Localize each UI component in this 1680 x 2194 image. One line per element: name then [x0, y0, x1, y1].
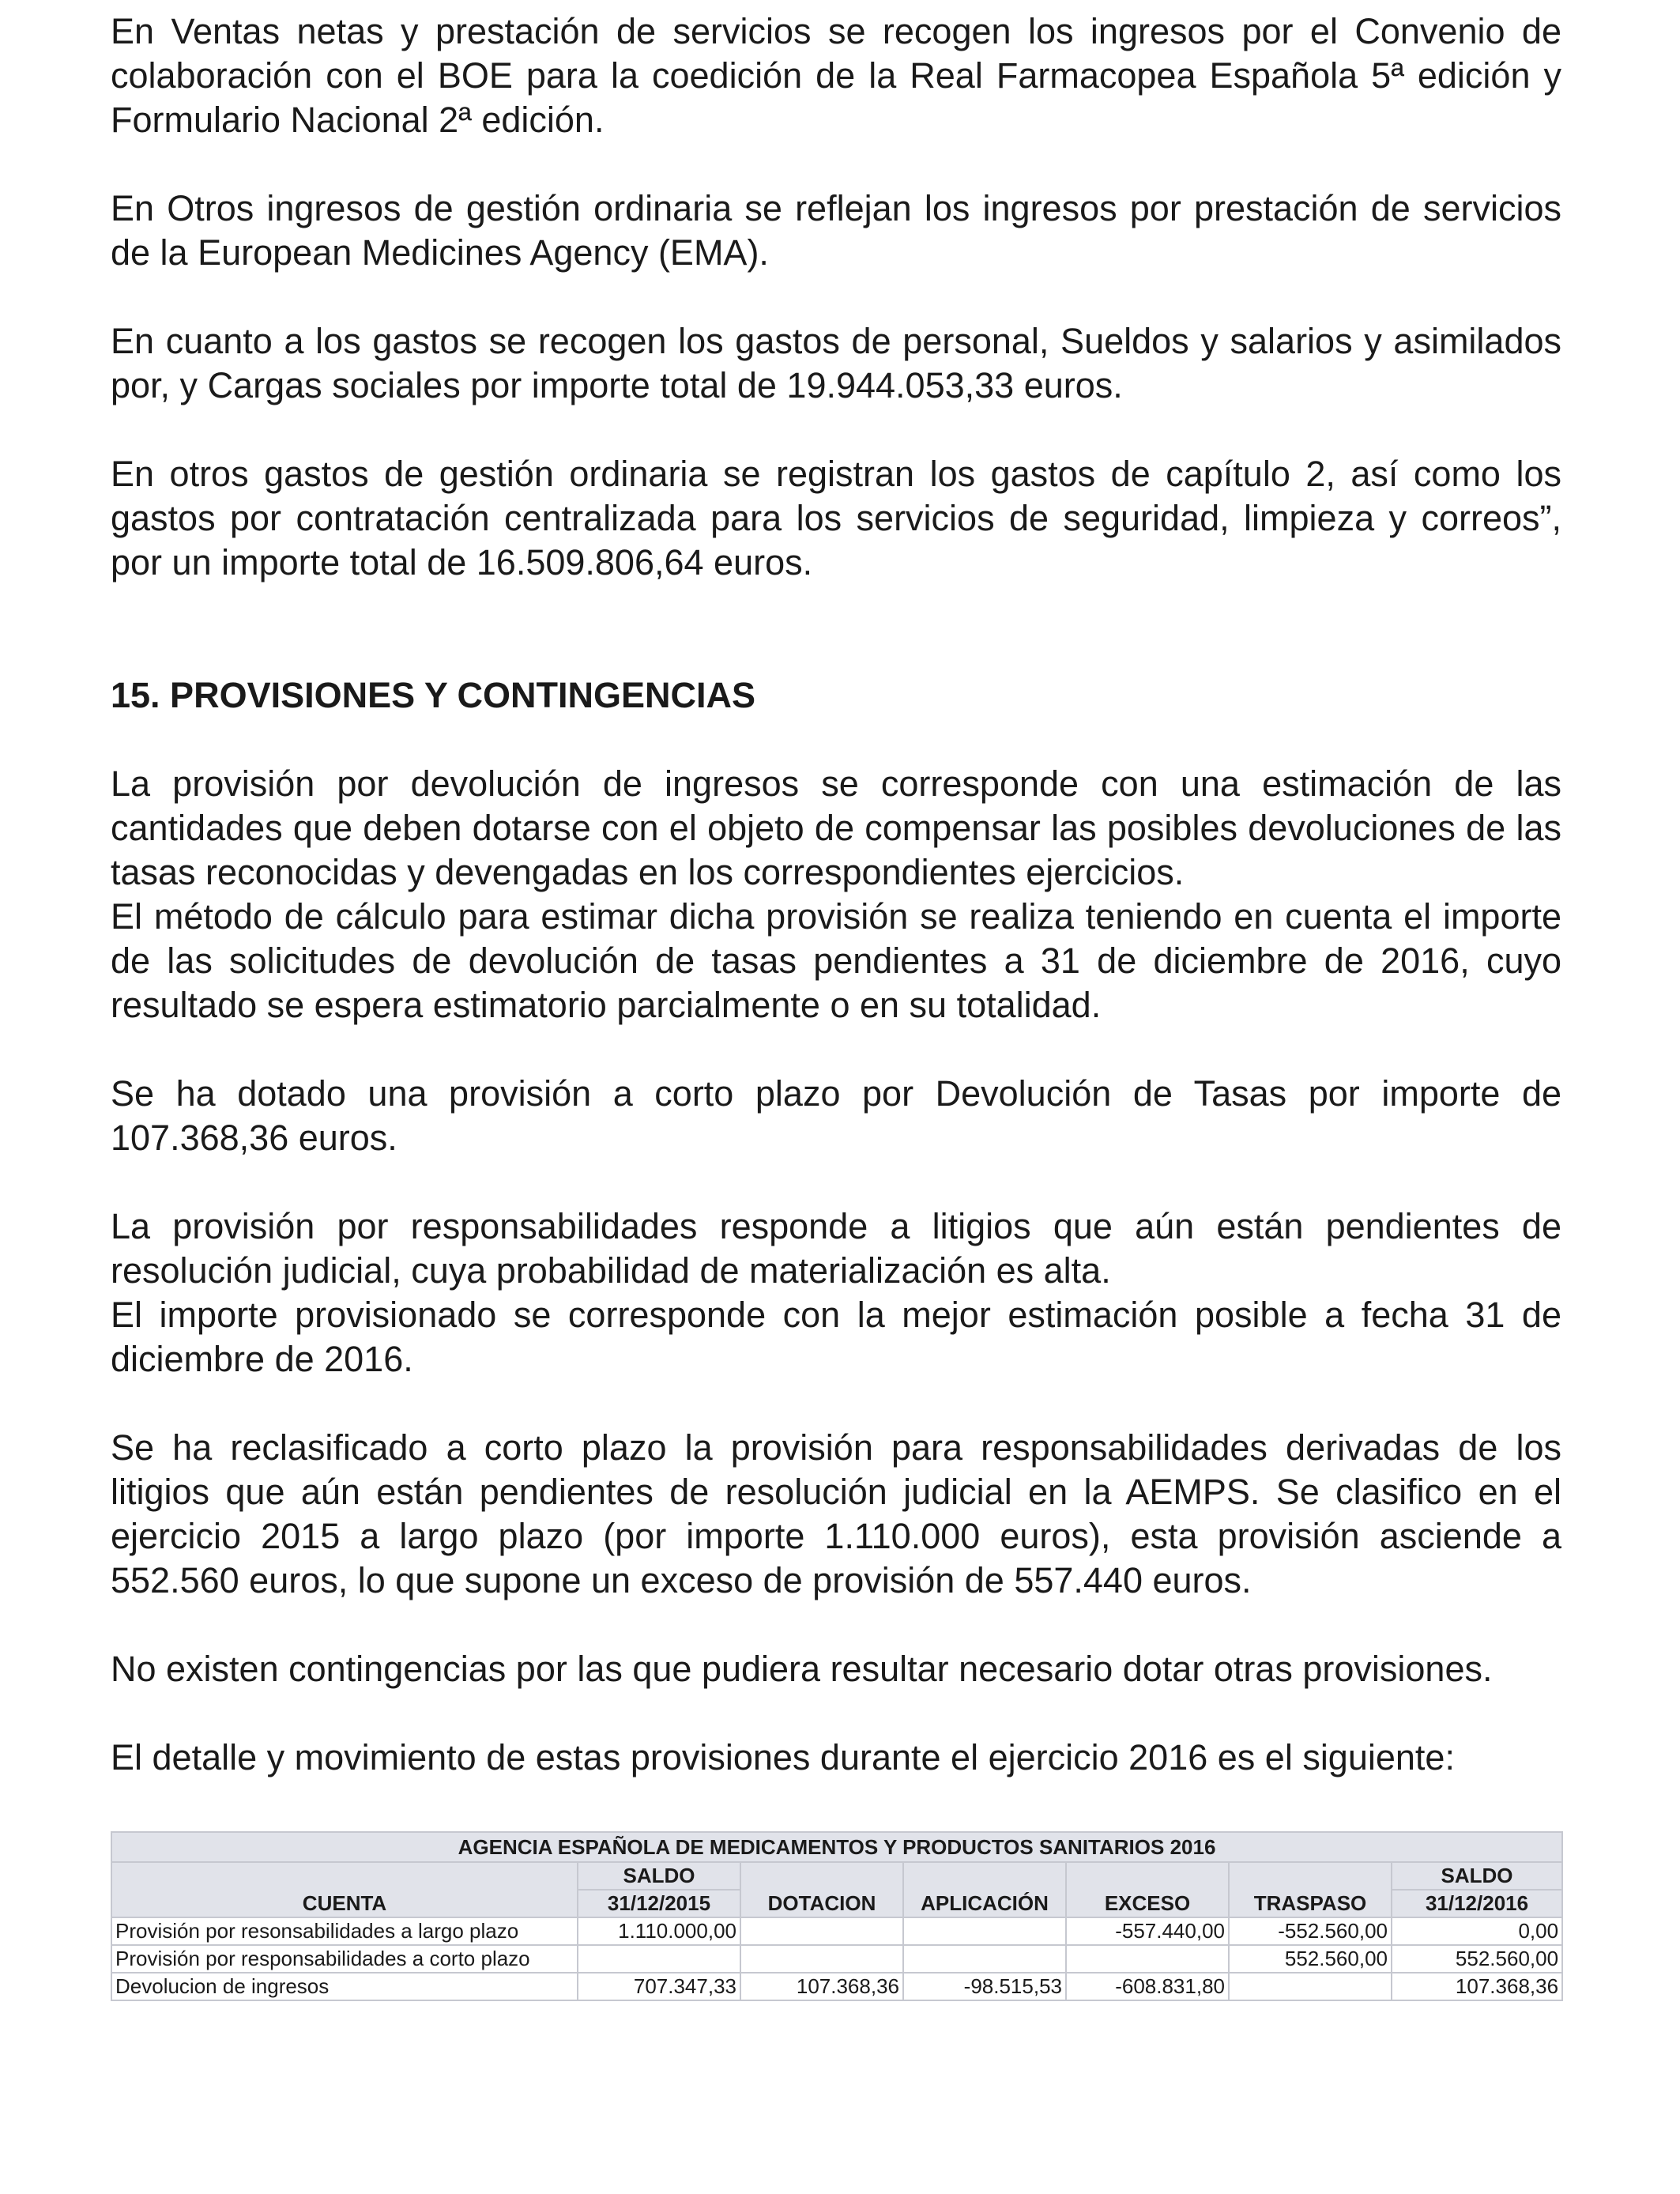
cell-traspaso: [1229, 1973, 1392, 2000]
paragraph-contingencias: No existen contingencias por las que pudiera resultar necesario dotar otras provisiones.: [111, 1649, 1493, 1689]
cell-exceso: -557.440,00: [1066, 1917, 1229, 1945]
row-label: Provisión por responsabilidades a corto plazo: [111, 1945, 578, 1973]
header-saldo-2016-date: 31/12/2016: [1392, 1890, 1562, 1917]
cell-saldo-2015: 707.347,33: [578, 1973, 740, 2000]
paragraph-detalle: El detalle y movimiento de estas provisiones durante el ejercicio 2016 es el siguiente:: [111, 1737, 1455, 1777]
table-title: AGENCIA ESPAÑOLA DE MEDICAMENTOS Y PRODUCTOS SANITARIOS 2016: [111, 1832, 1562, 1862]
header-saldo-2015-label: SALDO: [578, 1862, 740, 1890]
header-dotacion: DOTACION: [740, 1862, 903, 1917]
paragraph-importe-provisionado: El importe provisionado se corresponde con la mejor estimación posible a fecha 31 de diciembre de 2016.: [111, 1295, 1561, 1379]
cell-aplicacion: -98.515,53: [903, 1973, 1066, 2000]
cell-traspaso: 552.560,00: [1229, 1945, 1392, 1973]
cell-saldo-2016: 0,00: [1392, 1917, 1562, 1945]
cell-saldo-2015: 1.110.000,00: [578, 1917, 740, 1945]
paragraph-provision-corto-plazo: Se ha dotado una provisión a corto plazo por Devolución de Tasas por importe de 107.368,36 euros.: [111, 1073, 1561, 1158]
cell-saldo-2016: 552.560,00: [1392, 1945, 1562, 1973]
table-row: [111, 1917, 1562, 1945]
paragraph-provision-devolucion: La provisión por devolución de ingresos se corresponde con una estimación de las cantidades que deben dotarse con el objeto de compensar las posibles devoluciones de las tasas reconocidas y devengadas en los correspondientes ejercicios.: [111, 763, 1561, 892]
header-saldo-2016-label: SALDO: [1392, 1862, 1562, 1890]
paragraph-gastos-personal: En cuanto a los gastos se recogen los gastos de personal, Sueldos y salarios y asimilados por, y Cargas sociales por importe total de 19.944.053,33 euros.: [111, 321, 1561, 405]
header-traspaso: TRASPASO: [1229, 1862, 1392, 1917]
paragraph-otros-ingresos: En Otros ingresos de gestión ordinaria se reflejan los ingresos por prestación de servicios de la European Medicines Agency (EMA).: [111, 188, 1561, 273]
cell-traspaso: -552.560,00: [1229, 1917, 1392, 1945]
table-row: [111, 1973, 1562, 2000]
row-label: Provisión por resonsabilidades a largo plazo: [111, 1917, 578, 1945]
document-page: [111, 9, 1561, 2001]
cell-saldo-2015: [578, 1945, 740, 1973]
provisions-table: [111, 1831, 1563, 2001]
cell-dotacion: [740, 1917, 903, 1945]
cell-dotacion: 107.368,36: [740, 1973, 903, 2000]
paragraph-reclasificacion: Se ha reclasificado a corto plazo la provisión para responsabilidades derivadas de los litigios que aún están pendientes de resolución judicial en la AEMPS. Se clasifico en el ejercicio 2015 a largo plazo (por importe 1.110.000 euros), esta provisión asciende a 552.560 euros, lo que supone un exceso de provisión de 557.440 euros.: [111, 1427, 1561, 1600]
header-exceso: EXCESO: [1066, 1862, 1229, 1917]
row-label: Devolucion de ingresos: [111, 1973, 578, 2000]
header-aplicacion: APLICACIÓN: [903, 1862, 1066, 1917]
paragraph-responsabilidades: La provisión por responsabilidades responde a litigios que aún están pendientes de resolución judicial, cuya probabilidad de materialización es alta.: [111, 1206, 1561, 1291]
cell-aplicacion: [903, 1945, 1066, 1973]
cell-dotacion: [740, 1945, 903, 1973]
table-row: [111, 1945, 1562, 1973]
paragraph-metodo-calculo: El método de cálculo para estimar dicha provisión se realiza teniendo en cuenta el importe de las solicitudes de devolución de tasas pendientes a 31 de diciembre de 2016, cuyo resultado se espera estimatorio parcialmente o en su totalidad.: [111, 896, 1561, 1025]
section-heading: 15. PROVISIONES Y CONTINGENCIAS: [111, 675, 756, 715]
header-saldo-2015-date: 31/12/2015: [578, 1890, 740, 1917]
cell-aplicacion: [903, 1917, 1066, 1945]
cell-exceso: [1066, 1945, 1229, 1973]
paragraph-ventas-netas: En Ventas netas y prestación de servicios se recogen los ingresos por el Convenio de colaboración con el BOE para la coedición de la Real Farmacopea Española 5ª edición y Formulario Nacional 2ª edición.: [111, 11, 1561, 140]
header-cuenta: CUENTA: [111, 1862, 578, 1917]
cell-exceso: -608.831,80: [1066, 1973, 1229, 2000]
paragraph-otros-gastos: En otros gastos de gestión ordinaria se registran los gastos de capítulo 2, así como los gastos por contratación centralizada para los servicios de seguridad, limpieza y correos”, por un importe total de 16.509.806,64 euros.: [111, 454, 1561, 582]
cell-saldo-2016: 107.368,36: [1392, 1973, 1562, 2000]
